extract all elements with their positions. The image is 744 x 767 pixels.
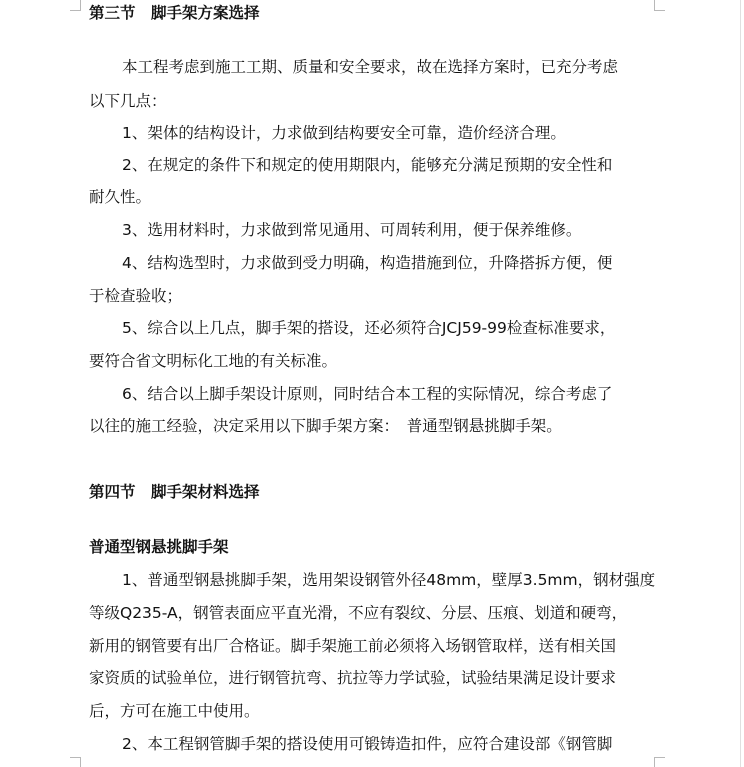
paragraph-line: 家资质的试验单位，进行钢管抗弯、抗拉等力学试验，试验结果满足设计要求 (89, 669, 617, 687)
crop-mark-bottom-left (70, 757, 81, 767)
page-edge (740, 0, 741, 767)
paragraph-line: 等级Q235-A，钢管表面应平直光滑，不应有裂纹、分层、压痕、划道和硬弯， (89, 604, 628, 622)
paragraph-line: 2、本工程钢管脚手架的搭设使用可锻铸造扣件，应符合建设部《钢管脚 (122, 735, 613, 753)
crop-mark-top-right (654, 0, 665, 11)
paragraph-line: 后，方可在施工中使用。 (89, 702, 260, 720)
subsection-heading: 普通型钢悬挑脚手架 (89, 538, 229, 556)
paragraph-line: 1、普通型钢悬挑脚手架，选用架设钢管外径48mm，壁厚3.5mm，钢材强度 (122, 571, 656, 589)
paragraph-line: 新用的钢管要有出厂合格证。脚手架施工前必须将入场钢管取样，送有相关国 (89, 637, 617, 655)
paragraph-line: 3、选用材料时，力求做到常见通用、可周转利用，便于保养维修。 (122, 221, 582, 239)
paragraph-line: 耐久性。 (89, 188, 152, 206)
paragraph-line: 4、结构选型时，力求做到受力明确，构造措施到位，升降搭拆方便，便 (122, 254, 613, 272)
paragraph-line: 本工程考虑到施工工期、质量和安全要求，故在选择方案时，已充分考虑 (122, 58, 619, 76)
crop-mark-bottom-right (654, 757, 665, 767)
paragraph-line: 以下几点： (89, 92, 167, 110)
paragraph-line: 6、结合以上脚手架设计原则，同时结合本工程的实际情况，综合考虑了 (122, 385, 613, 403)
paragraph-line: 2、在规定的条件下和规定的使用期限内，能够充分满足预期的安全性和 (122, 156, 613, 174)
crop-mark-top-left (70, 0, 81, 11)
paragraph-line: 1、架体的结构设计，力求做到结构要安全可靠，造价经济合理。 (122, 124, 566, 142)
paragraph-line: 以往的施工经验，决定采用以下脚手架方案： 普通型钢悬挑脚手架。 (89, 417, 562, 435)
paragraph-line: 5、综合以上几点，脚手架的搭设，还必须符合JCJ59-99检查标准要求， (122, 319, 616, 337)
paragraph-line: 要符合省文明标化工地的有关标准。 (89, 352, 338, 370)
section-heading: 第三节 脚手架方案选择 (89, 4, 260, 22)
paragraph-line: 于检查验收； (89, 287, 183, 305)
section-heading: 第四节 脚手架材料选择 (89, 483, 260, 501)
